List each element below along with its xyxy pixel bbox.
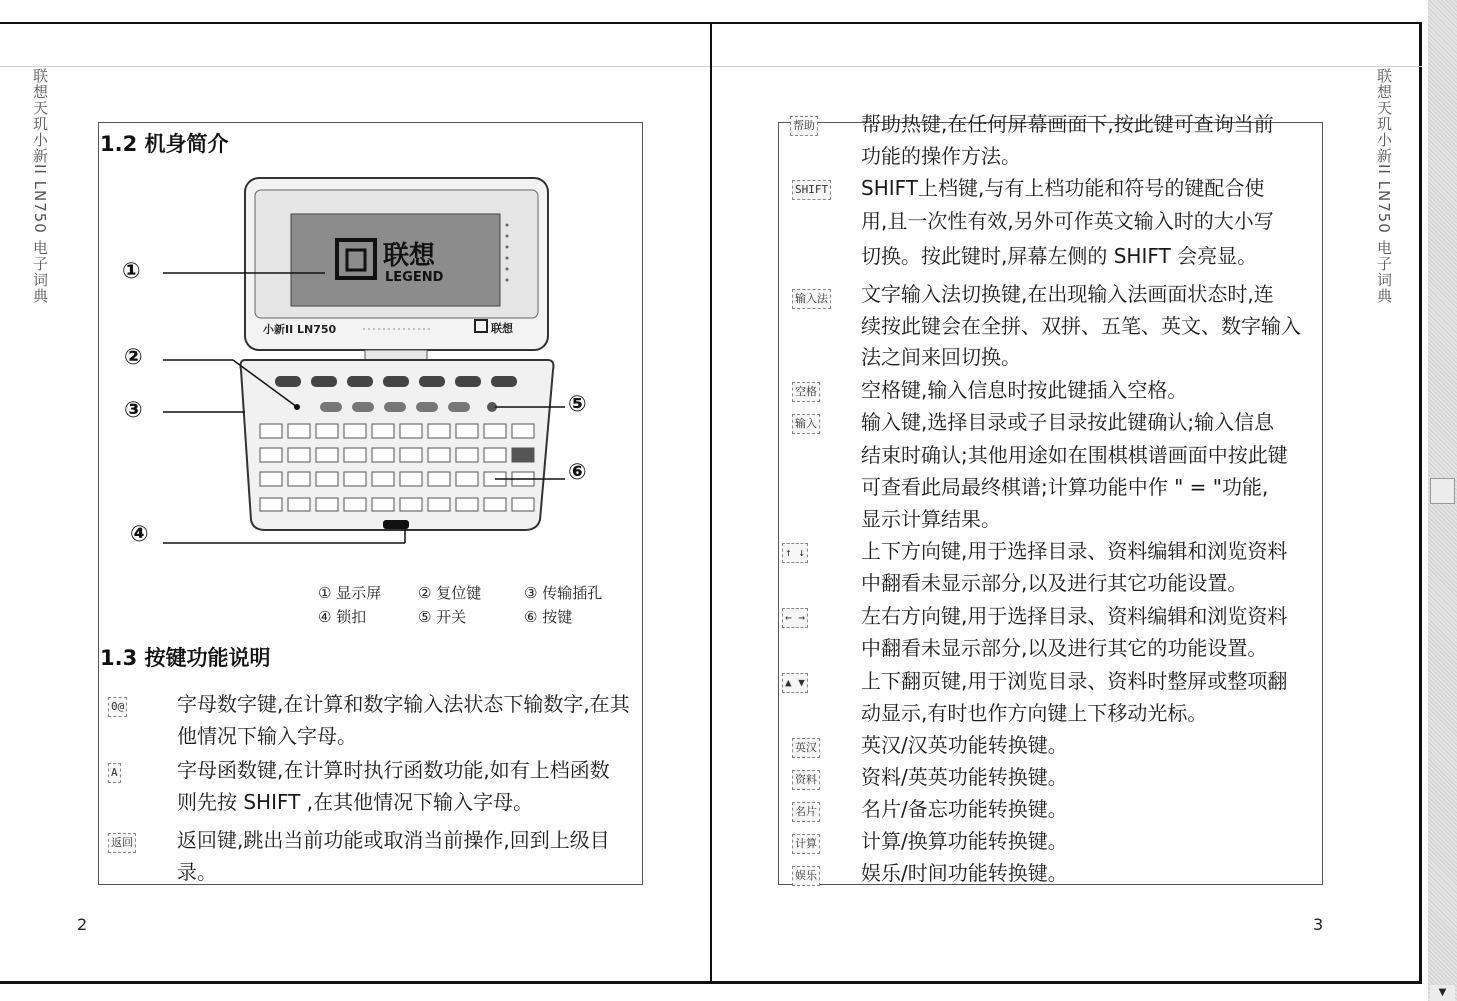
key-leftright-icon: ← →	[782, 608, 808, 628]
page-number-right: 3	[1313, 915, 1324, 934]
key-desc-line: 空格键,输入信息时按此键插入空格。	[861, 378, 1188, 402]
key-desc-line: 上下方向键,用于选择目录、资料编辑和浏览资料	[861, 539, 1288, 563]
key-updown-icon: ↑ ↓	[782, 543, 808, 563]
key-desc-line: 英汉/汉英功能转换键。	[861, 733, 1068, 757]
scroll-down-icon[interactable]: ▼	[1430, 985, 1455, 1001]
key-desc-line: 显示计算结果。	[861, 507, 1001, 531]
key-pageupdown-icon: ▲ ▼	[782, 673, 808, 693]
key-enter-icon: 输入	[792, 414, 820, 434]
key-alnum-icon: 0@	[108, 697, 127, 717]
callout-5: ⑤	[568, 392, 587, 417]
key-desc-line: 切换。按此键时,屏幕左侧的 SHIFT 会亮显。	[861, 244, 1258, 268]
key-desc-line: 资料/英英功能转换键。	[861, 765, 1068, 789]
legend-item: ⑥ 按键	[524, 608, 573, 626]
key-desc-line: 输入键,选择目录或子目录按此键确认;输入信息	[861, 410, 1275, 434]
callout-6: ⑥	[568, 460, 587, 485]
right-side-title: 联想天玑小新II LN750 电子词典	[1375, 68, 1393, 304]
key-desc-line: 可查看此局最终棋谱;计算功能中作 " = "功能,	[861, 475, 1269, 499]
key-desc-line: 字母函数键,在计算时执行函数功能,如有上档函数	[177, 758, 610, 782]
section-1-2-heading: 1.2 机身简介	[100, 132, 229, 156]
key-desc-line: 左右方向键,用于选择目录、资料编辑和浏览资料	[861, 604, 1288, 628]
key-desc-line: 名片/备忘功能转换键。	[861, 797, 1068, 821]
key-desc-line: SHIFT上档键,与有上档功能和符号的键配合使	[861, 176, 1265, 200]
logo-cn: 联想	[383, 241, 436, 271]
key-desc-line: 法之间来回切换。	[861, 345, 1021, 369]
key-desc-line: 他情况下输入字母。	[177, 724, 357, 748]
key-func-icon: A	[108, 763, 121, 783]
key-desc-line: 中翻看未显示部分,以及进行其它的功能设置。	[861, 636, 1268, 660]
key-desc-line: 录。	[177, 860, 217, 884]
key-desc-line: 用,且一次性有效,另外可作英文输入时的大小写	[861, 209, 1274, 233]
callout-4: ④	[130, 522, 149, 547]
callout-1: ①	[122, 259, 141, 284]
legend-item: ④ 锁扣	[318, 608, 367, 626]
key-desc-line: 动显示,有时也作方向键上下移动光标。	[861, 701, 1208, 725]
scrollbar-thumb[interactable]	[1430, 478, 1455, 504]
brand-bottom: 小新II LN750	[263, 323, 337, 336]
key-desc-line: 上下翻页键,用于浏览目录、资料时整屏或整项翻	[861, 669, 1288, 693]
key-help-icon: 帮助	[790, 116, 818, 136]
key-desc-line: 则先按 SHIFT ,在其他情况下输入字母。	[177, 790, 534, 814]
callout-3: ③	[124, 398, 143, 423]
left-side-title: 联想天玑小新II LN750 电子词典	[31, 68, 49, 304]
brand-right: 联想	[491, 322, 513, 335]
device-illustration	[115, 170, 635, 555]
page-number-left: 2	[77, 915, 88, 934]
key-calc-icon: 计算	[792, 834, 820, 854]
key-data-icon: 资料	[792, 770, 820, 790]
key-desc-line: 帮助热键,在任何屏幕画面下,按此键可查询当前	[861, 112, 1274, 136]
key-shift-icon: SHIFT	[792, 180, 831, 200]
key-fun-icon: 娱乐	[792, 866, 820, 886]
legend-item: ② 复位键	[418, 584, 482, 602]
key-inputmethod-icon: 输入法	[792, 289, 831, 309]
key-space-icon: 空格	[792, 382, 820, 402]
logo-en: LEGEND	[385, 270, 444, 285]
key-desc-line: 文字输入法切换键,在出现输入法画面状态时,连	[861, 282, 1274, 306]
key-back-icon: 返回	[108, 833, 136, 853]
key-desc-line: 续按此键会在全拼、双拼、五笔、英文、数字输入	[861, 314, 1301, 338]
key-desc-line: 结束时确认;其他用途如在围棋棋谱画面中按此键	[861, 443, 1288, 467]
legend-item: ① 显示屏	[318, 584, 382, 602]
key-desc-line: 计算/换算功能转换键。	[861, 829, 1068, 853]
section-1-3-heading: 1.3 按键功能说明	[100, 646, 271, 670]
key-enzh-icon: 英汉	[792, 738, 820, 758]
key-desc-line: 返回键,跳出当前功能或取消当前操作,回到上级目	[177, 828, 610, 852]
legend-item: ③ 传输插孔	[524, 584, 603, 602]
page-spine	[710, 22, 712, 984]
key-desc-line: 娱乐/时间功能转换键。	[861, 861, 1068, 885]
key-desc-line: 中翻看未显示部分,以及进行其它功能设置。	[861, 571, 1248, 595]
key-desc-line: 字母数字键,在计算和数字输入法状态下输数字,在其	[177, 692, 630, 716]
callout-2: ②	[124, 345, 143, 370]
key-card-icon: 名片	[792, 802, 820, 822]
legend-item: ⑤ 开关	[418, 608, 467, 626]
key-desc-line: 功能的操作方法。	[861, 144, 1021, 168]
